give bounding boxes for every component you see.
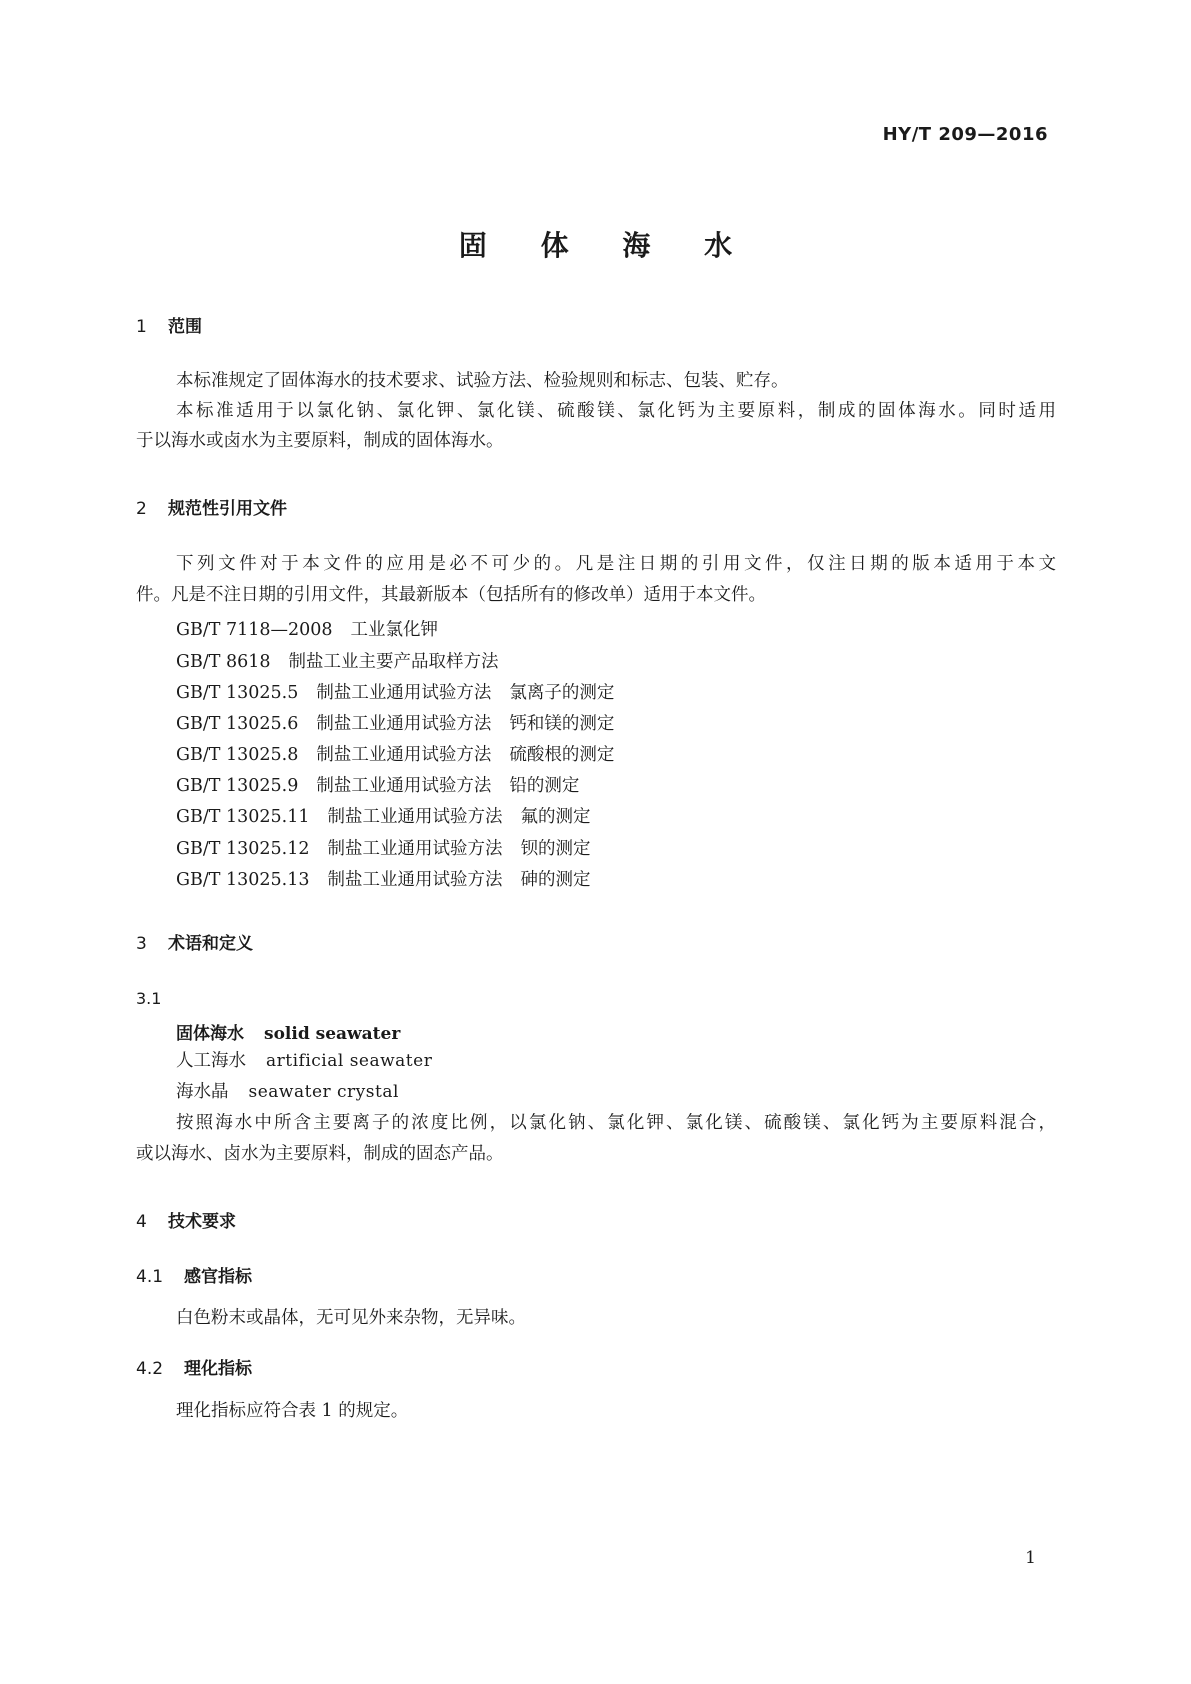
section-number: 4 bbox=[136, 1212, 147, 1232]
paragraph: 白色粉末或晶体，无可见外来杂物，无异味。 bbox=[176, 1308, 526, 1328]
reference-title: 制盐工业通用试验方法 bbox=[316, 714, 492, 734]
reference-item bbox=[176, 741, 614, 766]
reference-title: 制盐工业通用试验方法 bbox=[327, 807, 503, 827]
reference-title: 制盐工业通用试验方法 bbox=[327, 839, 503, 859]
reference-title: 工业氯化钾 bbox=[350, 620, 439, 640]
section-title: 术语和定义 bbox=[168, 934, 253, 954]
paragraph: 本标准适用于以氯化钠、氯化钾、氯化镁、硫酸镁、氯化钙为主要原料，制成的固体海水。同时适用 bbox=[176, 401, 1056, 421]
reference-title: 制盐工业通用试验方法 bbox=[316, 745, 492, 765]
reference-title: 制盐工业通用试验方法 bbox=[316, 776, 492, 796]
reference-item bbox=[176, 835, 590, 860]
section-number: 3 bbox=[136, 934, 147, 954]
term-chinese: 固体海水 bbox=[176, 1024, 244, 1044]
reference-item bbox=[176, 710, 614, 735]
reference-subtitle: 钡的测定 bbox=[520, 839, 591, 859]
reference-item bbox=[176, 803, 590, 828]
reference-code: GB/T 13025.6 bbox=[176, 714, 299, 734]
term-definition-continuation: 或以海水、卤水为主要原料，制成的固态产品。 bbox=[136, 1144, 504, 1164]
term-synonym bbox=[176, 1050, 432, 1072]
term-entry bbox=[176, 1019, 400, 1044]
paragraph-continuation: 件。凡是不注日期的引用文件，其最新版本（包括所有的修改单）适用于本文件。 bbox=[136, 585, 766, 605]
subsection-title: 感官指标 bbox=[184, 1267, 252, 1287]
reference-title: 制盐工业通用试验方法 bbox=[327, 870, 503, 890]
reference-code: GB/T 13025.5 bbox=[176, 683, 299, 703]
reference-subtitle: 氟的测定 bbox=[520, 807, 591, 827]
document-title: 固 体 海 水 bbox=[458, 229, 755, 262]
reference-title: 制盐工业通用试验方法 bbox=[316, 683, 492, 703]
section-heading-terms bbox=[136, 929, 253, 954]
reference-subtitle: 氯离子的测定 bbox=[509, 683, 615, 703]
reference-code: GB/T 13025.11 bbox=[176, 807, 310, 827]
term-english: solid seawater bbox=[264, 1024, 401, 1044]
synonym-chinese: 海水晶 bbox=[176, 1082, 229, 1102]
section-heading-technical-requirements bbox=[136, 1207, 236, 1232]
paragraph: 本标准规定了固体海水的技术要求、试验方法、检验规则和标志、包装、贮存。 bbox=[176, 371, 789, 391]
reference-code: GB/T 8618 bbox=[176, 652, 271, 672]
synonym-english: artificial seawater bbox=[266, 1051, 433, 1071]
section-title: 规范性引用文件 bbox=[168, 499, 287, 519]
standard-code: HY/T 209—2016 bbox=[882, 124, 1048, 145]
subsection-heading-sensory bbox=[136, 1262, 252, 1287]
reference-code: GB/T 13025.8 bbox=[176, 745, 299, 765]
subsection-number: 4.2 bbox=[136, 1359, 164, 1379]
subsection-number: 4.1 bbox=[136, 1267, 164, 1287]
section-heading-normative-references bbox=[136, 494, 287, 519]
section-heading-scope bbox=[136, 312, 202, 337]
section-number: 1 bbox=[136, 317, 147, 337]
section-title: 技术要求 bbox=[168, 1212, 236, 1232]
reference-code: GB/T 13025.12 bbox=[176, 839, 310, 859]
term-number: 3.1 bbox=[136, 989, 162, 1008]
term-definition: 按照海水中所含主要离子的浓度比例，以氯化钠、氯化钾、氯化镁、硫酸镁、氯化钙为主要原料混合， bbox=[176, 1113, 1056, 1133]
reference-code: GB/T 13025.9 bbox=[176, 776, 299, 796]
reference-title: 制盐工业主要产品取样方法 bbox=[288, 652, 499, 672]
reference-subtitle: 钙和镁的测定 bbox=[509, 714, 615, 734]
reference-item bbox=[176, 648, 499, 673]
reference-code: GB/T 7118—2008 bbox=[176, 620, 333, 640]
paragraph-continuation: 于以海水或卤水为主要原料，制成的固体海水。 bbox=[136, 431, 504, 451]
section-title: 范围 bbox=[168, 317, 202, 337]
page-number: 1 bbox=[1025, 1548, 1036, 1568]
term-synonym bbox=[176, 1081, 399, 1103]
reference-item bbox=[176, 679, 614, 704]
subsection-heading-physicochemical bbox=[136, 1354, 252, 1379]
reference-subtitle: 硫酸根的测定 bbox=[509, 745, 615, 765]
synonym-english: seawater crystal bbox=[248, 1082, 399, 1102]
reference-item bbox=[176, 616, 438, 641]
subsection-title: 理化指标 bbox=[184, 1359, 252, 1379]
paragraph: 理化指标应符合表 1 的规定。 bbox=[176, 1401, 409, 1421]
paragraph: 下列文件对于本文件的应用是必不可少的。凡是注日期的引用文件，仅注日期的版本适用于本文 bbox=[176, 554, 1056, 574]
reference-code: GB/T 13025.13 bbox=[176, 870, 310, 890]
reference-subtitle: 铅的测定 bbox=[509, 776, 580, 796]
reference-item bbox=[176, 772, 579, 797]
reference-subtitle: 砷的测定 bbox=[520, 870, 591, 890]
section-number: 2 bbox=[136, 499, 147, 519]
synonym-chinese: 人工海水 bbox=[176, 1051, 246, 1071]
reference-item bbox=[176, 866, 590, 891]
